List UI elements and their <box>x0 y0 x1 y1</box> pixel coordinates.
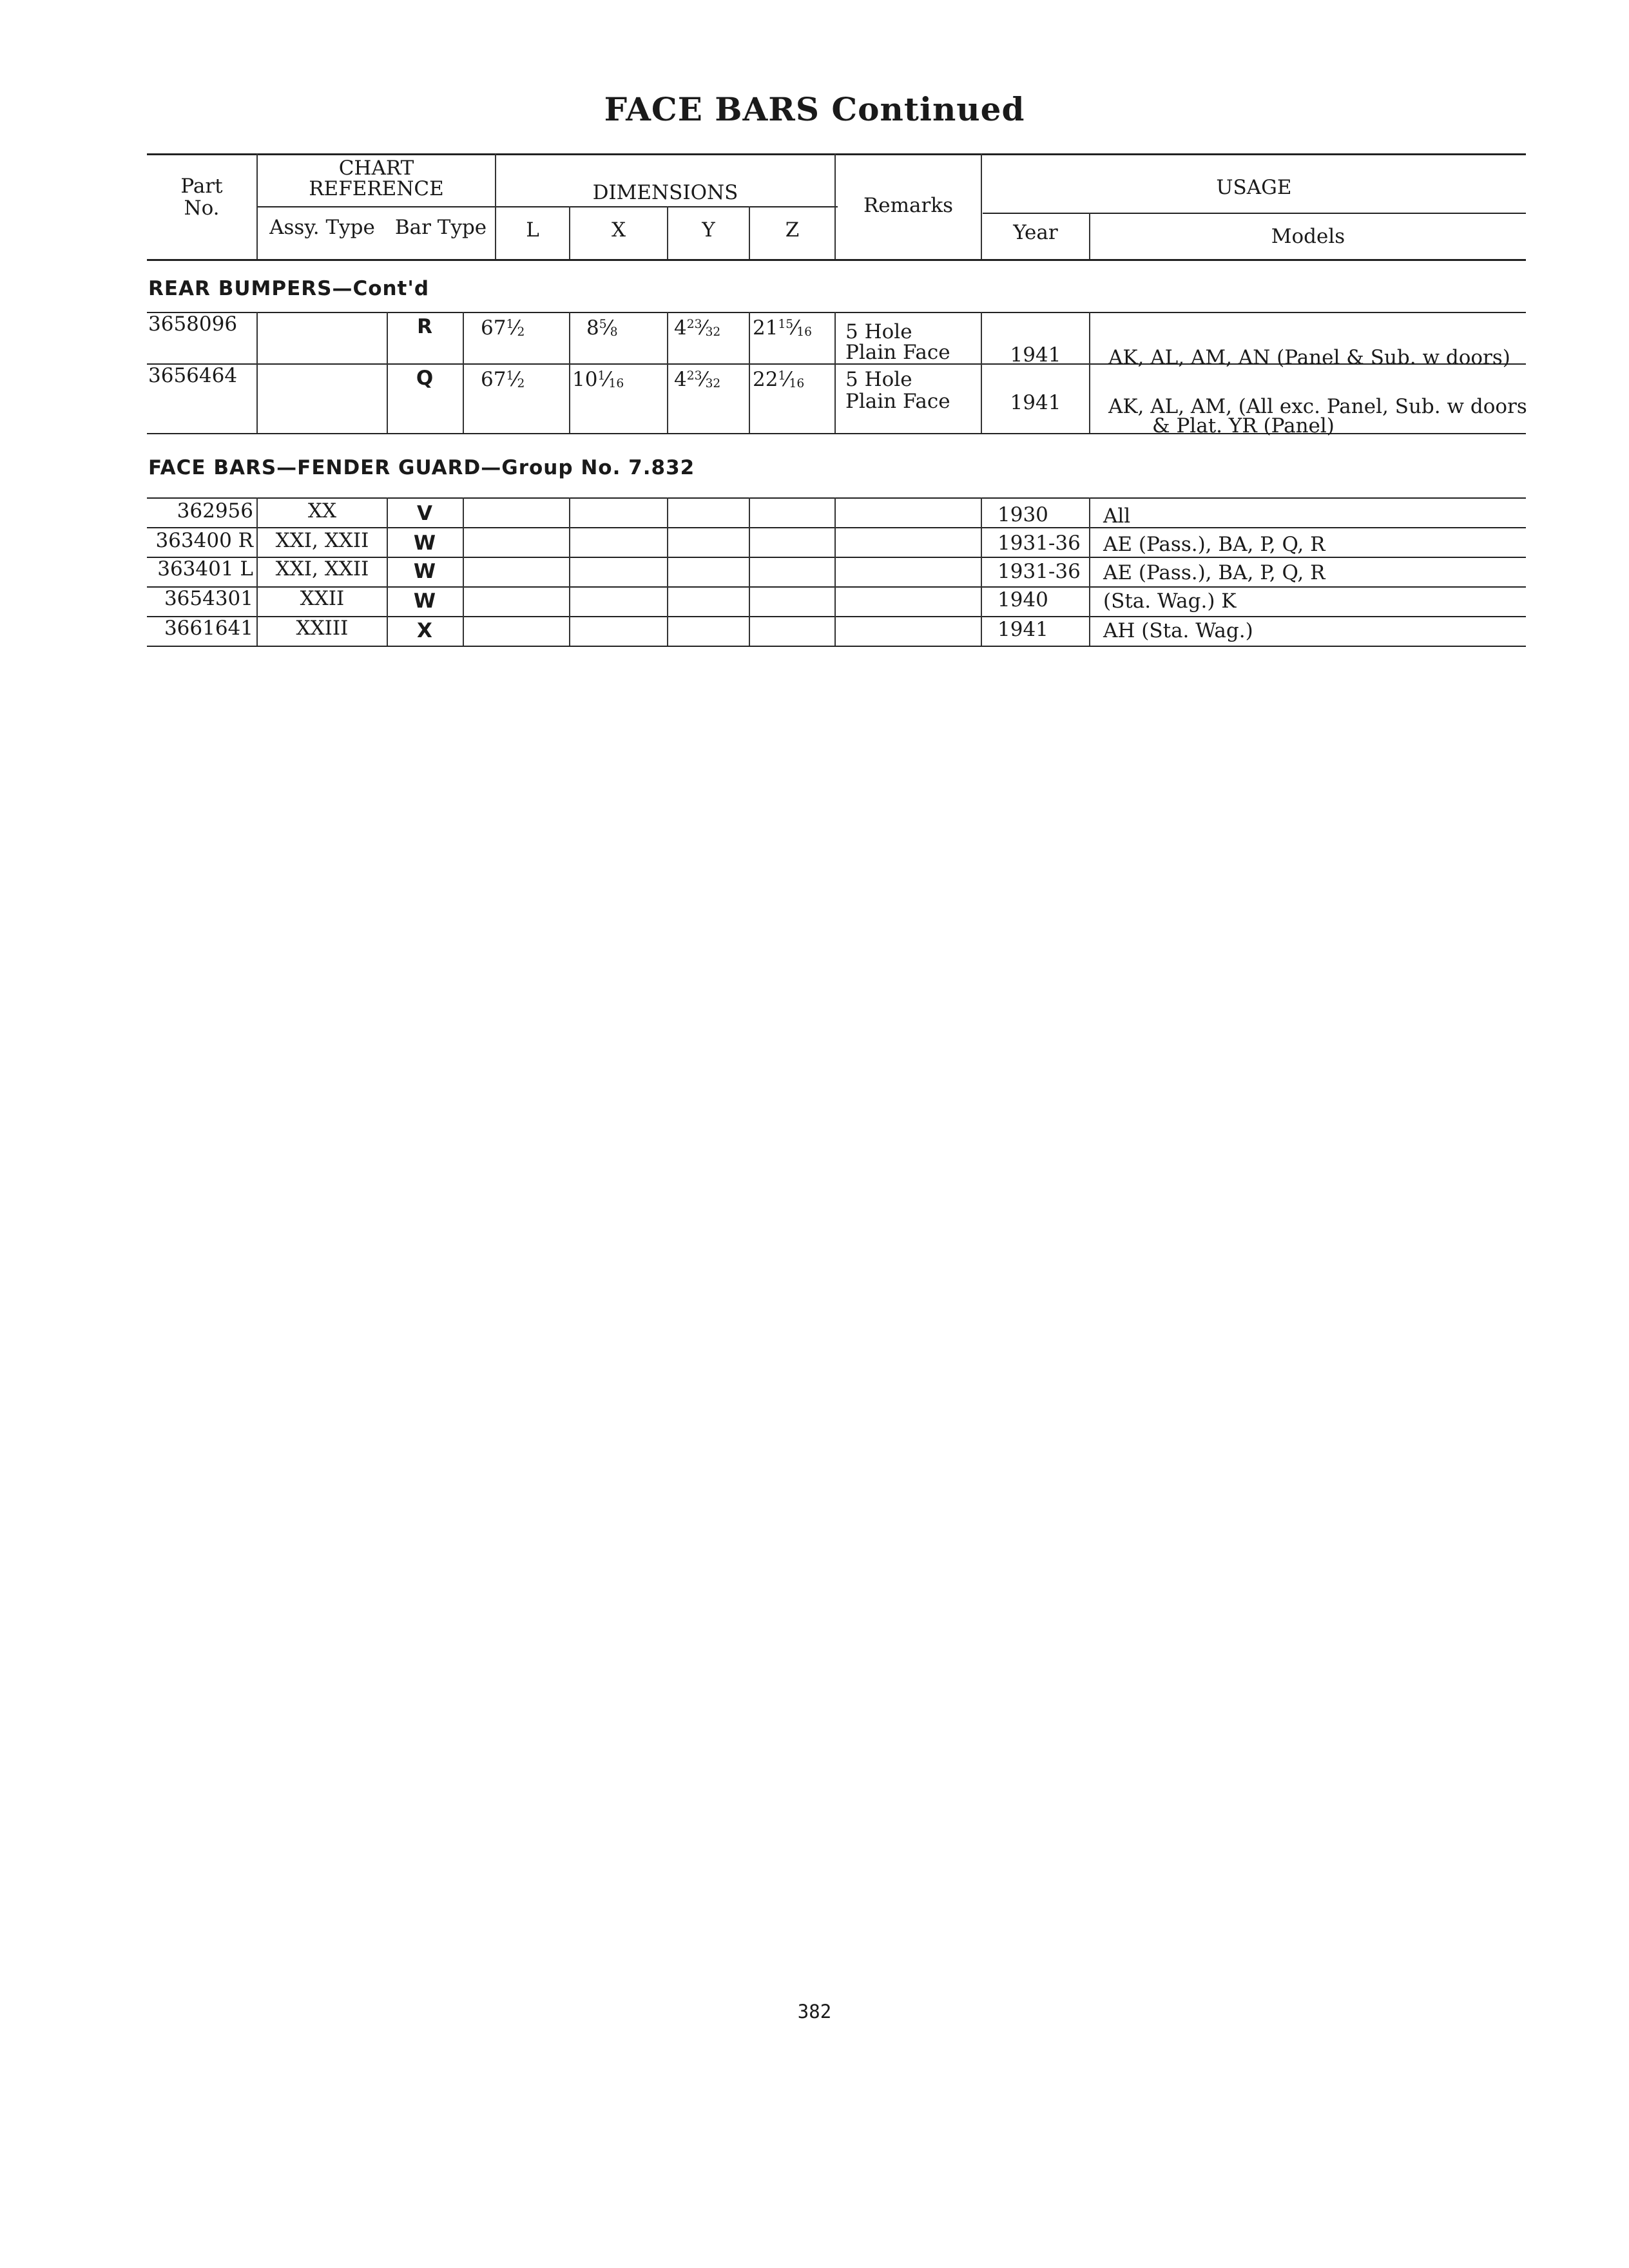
rear-row-2-part: 3656464 <box>148 364 238 387</box>
header-models: Models <box>1271 225 1345 248</box>
fender-row-3-bar-type: W <box>413 560 436 583</box>
rear-row-2-models-line-1: AK, AL, AM, (All exc. Panel, Sub. w doors <box>1108 395 1527 418</box>
fender-col-divider <box>667 497 668 646</box>
header-dim-l: L <box>526 218 539 242</box>
header-year: Year <box>1013 221 1058 244</box>
header-dim-y: Y <box>702 218 715 242</box>
fender-col-divider <box>463 497 464 646</box>
header-bottom-rule <box>147 259 1526 261</box>
rear-row-1-remarks-line-2: Plain Face <box>845 341 950 364</box>
rear-row-1-dim-y: $4^{23}⁄_{32}$ <box>674 316 721 340</box>
rear-col-divider <box>256 312 258 433</box>
fender-row-4-year: 1940 <box>998 588 1048 611</box>
rear-row-2-dim-l: $67^1⁄_2$ <box>481 368 525 391</box>
fender-row-5-models: AH (Sta. Wag.) <box>1103 619 1253 642</box>
fender-row-1-models: All <box>1103 505 1131 528</box>
rear-row-1-dim-x: $8^5⁄_8$ <box>586 316 618 340</box>
fender-row-3-year: 1931-36 <box>998 560 1081 583</box>
fender-row-4-assy-type: XXII <box>300 587 345 610</box>
fender-row-4-models: (Sta. Wag.) K <box>1103 590 1237 613</box>
fender-row-2-bar-type: W <box>413 532 436 555</box>
fender-row-2-assy-type: XXI, XXII <box>275 529 369 552</box>
fender-row-3-assy-type: XXI, XXII <box>275 557 369 581</box>
rear-row-2-bar-type: Q <box>416 367 434 390</box>
rear-table-top-rule <box>147 312 1526 313</box>
rear-row-1-remarks-line-1: 5 Hole <box>845 320 912 343</box>
header-no: No. <box>184 197 220 220</box>
fender-table-bottom-rule <box>147 646 1526 647</box>
fender-row-1-part: 362956 <box>177 499 253 523</box>
section-heading-rear-bumpers: REAR BUMPERS—Cont'd <box>148 277 430 300</box>
rear-row-1-models: AK, AL, AM, AN (Panel & Sub. w doors) <box>1108 346 1510 369</box>
rear-row-2-dim-z: $22^1⁄_{16}$ <box>753 368 805 391</box>
fender-row-2-part: 363400 R <box>155 529 253 552</box>
rear-row-2-dim-y: $4^{23}⁄_{32}$ <box>674 368 721 391</box>
header-dim-x: X <box>611 218 626 242</box>
rear-row-2-dim-x: $10^1⁄_{16}$ <box>572 368 624 391</box>
rear-row-1-bar-type: R <box>417 315 432 338</box>
header-mid-rule <box>258 206 838 207</box>
header-bar-type: Bar Type <box>394 216 487 239</box>
rear-col-divider <box>463 312 464 433</box>
fender-row-4-bar-type: W <box>413 590 436 613</box>
fender-row-5-year: 1941 <box>998 618 1048 641</box>
header-dimensions: DIMENSIONS <box>592 181 738 204</box>
fender-row-3-part: 363401 L <box>157 557 253 581</box>
fender-row-1-bar-type: V <box>417 502 432 525</box>
header-chart: CHART <box>338 157 414 180</box>
fender-row-5-bar-type: X <box>417 619 432 642</box>
page-number: 382 <box>797 2001 832 2023</box>
header-top-rule <box>147 153 1526 155</box>
fender-col-divider <box>749 497 750 646</box>
header-reference: REFERENCE <box>309 177 444 200</box>
fender-row-2-year: 1931-36 <box>998 532 1081 555</box>
fender-table-top-rule <box>147 497 1526 499</box>
rear-row-2-remarks-line-2: Plain Face <box>845 390 950 413</box>
fender-row-4-part: 3654301 <box>164 587 253 610</box>
header-assy-type: Assy. Type <box>269 216 375 239</box>
rear-col-divider <box>667 312 668 433</box>
fender-row-1-assy-type: XX <box>307 499 337 523</box>
rear-row-2-remarks-line-1: 5 Hole <box>845 368 912 391</box>
header-dim-z: Z <box>785 218 800 242</box>
fender-col-divider <box>981 497 982 646</box>
page-title: FACE BARS Continued <box>604 90 1025 128</box>
fender-row-5-part: 3661641 <box>164 617 253 640</box>
rear-row-2-year: 1941 <box>1010 391 1061 414</box>
rear-row-1-year: 1941 <box>1010 343 1061 367</box>
rear-col-divider <box>981 312 982 433</box>
rear-col-divider <box>1089 312 1090 433</box>
fender-col-divider <box>569 497 570 646</box>
fender-row-3-models: AE (Pass.), BA, P, Q, R <box>1103 561 1325 584</box>
section-heading-fender-guard: FACE BARS—FENDER GUARD—Group No. 7.832 <box>148 456 695 479</box>
header-divider <box>495 153 496 259</box>
usage-mid-rule <box>983 213 1526 214</box>
fender-row-divider <box>147 527 1526 528</box>
rear-row-1-dim-z: $21^{15}⁄_{16}$ <box>753 316 812 340</box>
header-usage: USAGE <box>1216 176 1292 199</box>
fender-col-divider <box>834 497 836 646</box>
rear-col-divider <box>569 312 570 433</box>
header-part: Part <box>180 175 223 198</box>
rear-row-1-part: 3658096 <box>148 312 238 336</box>
fender-col-divider <box>1089 497 1090 646</box>
fender-row-2-models: AE (Pass.), BA, P, Q, R <box>1103 533 1325 556</box>
header-remarks: Remarks <box>863 194 954 217</box>
fender-row-1-year: 1930 <box>998 503 1048 526</box>
rear-col-divider <box>834 312 836 433</box>
rear-row-2-models-line-2: & Plat. YR (Panel) <box>1152 414 1335 437</box>
rear-row-1-dim-l: $67^1⁄_2$ <box>481 316 525 340</box>
fender-row-5-assy-type: XXIII <box>296 617 349 640</box>
rear-col-divider <box>749 312 750 433</box>
